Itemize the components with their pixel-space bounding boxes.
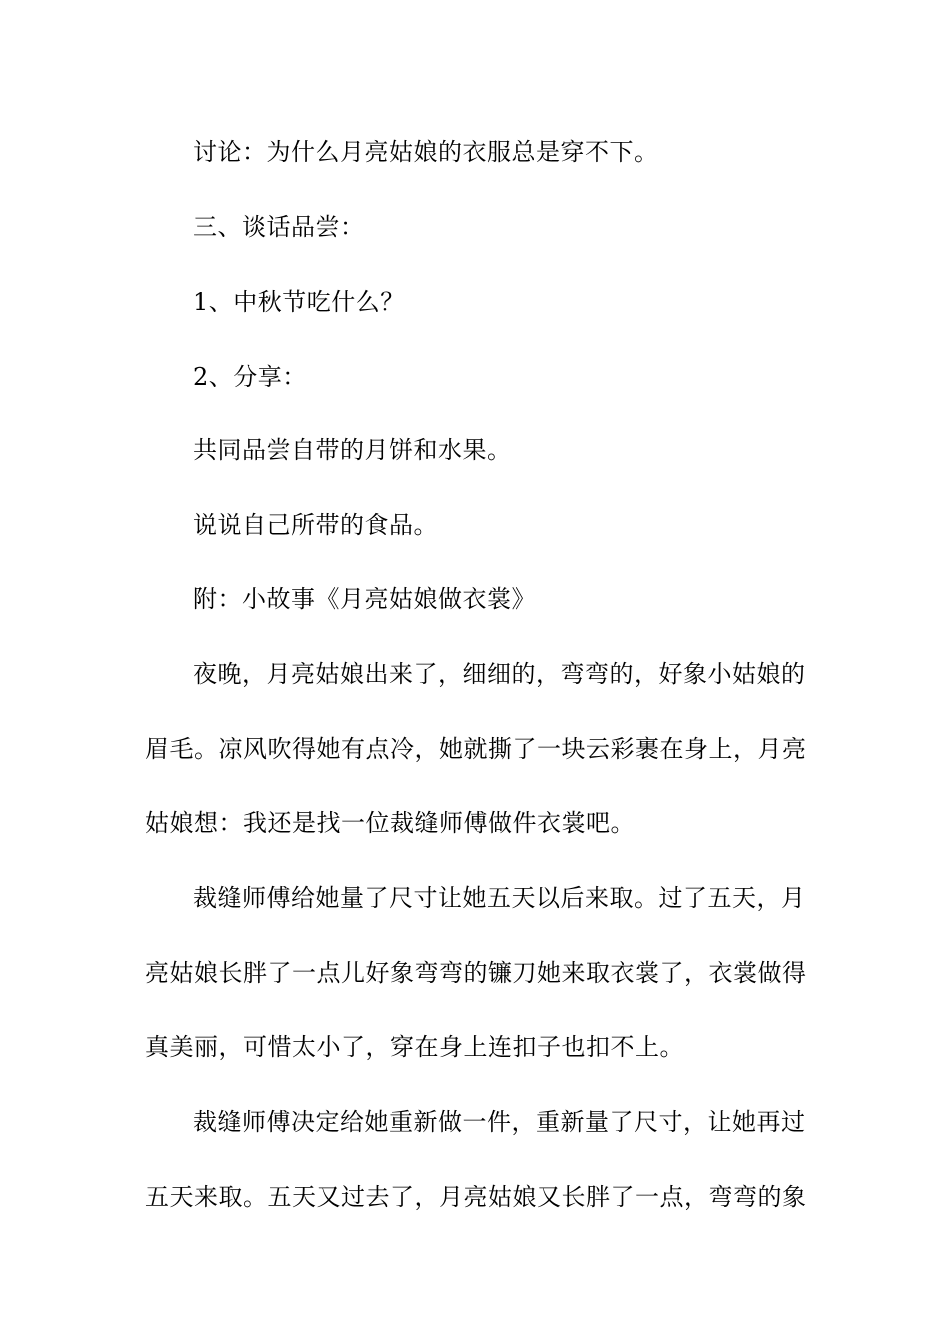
paragraph-line: 真美丽，可惜太小了，穿在身上连扣子也扣不上。 [145,1033,684,1061]
paragraph-line: 说说自己所带的食品。 [193,511,438,539]
story-title-line: 附：小故事《月亮姑娘做衣裳》 [193,585,536,613]
paragraph-line: 裁缝师傅决定给她重新做一件，重新量了尺寸，让她再过 [193,1108,806,1136]
paragraph-line: 共同品尝自带的月饼和水果。 [193,436,512,464]
paragraph-line: 亮姑娘长胖了一点儿好象弯弯的镰刀她来取衣裳了，衣裳做得 [145,959,807,987]
paragraph-line: 夜晚，月亮姑娘出来了，细细的，弯弯的，好象小姑娘的 [193,660,806,688]
list-item: 1、中秋节吃什么？ [193,288,405,316]
paragraph-line: 姑娘想：我还是找一位裁缝师傅做件衣裳吧。 [145,809,635,837]
list-item: 2、分享： [193,363,307,391]
paragraph-line: 五天来取。五天又过去了，月亮姑娘又长胖了一点，弯弯的象 [145,1183,807,1211]
paragraph-line: 裁缝师傅给她量了尺寸让她五天以后来取。过了五天，月 [193,884,806,912]
paragraph-line: 眉毛。凉风吹得她有点冷，她就撕了一块云彩裹在身上，月亮 [145,735,807,763]
section-heading: 三、谈话品尝： [193,213,365,241]
discussion-line: 讨论：为什么月亮姑娘的衣服总是穿不下。 [193,138,659,166]
